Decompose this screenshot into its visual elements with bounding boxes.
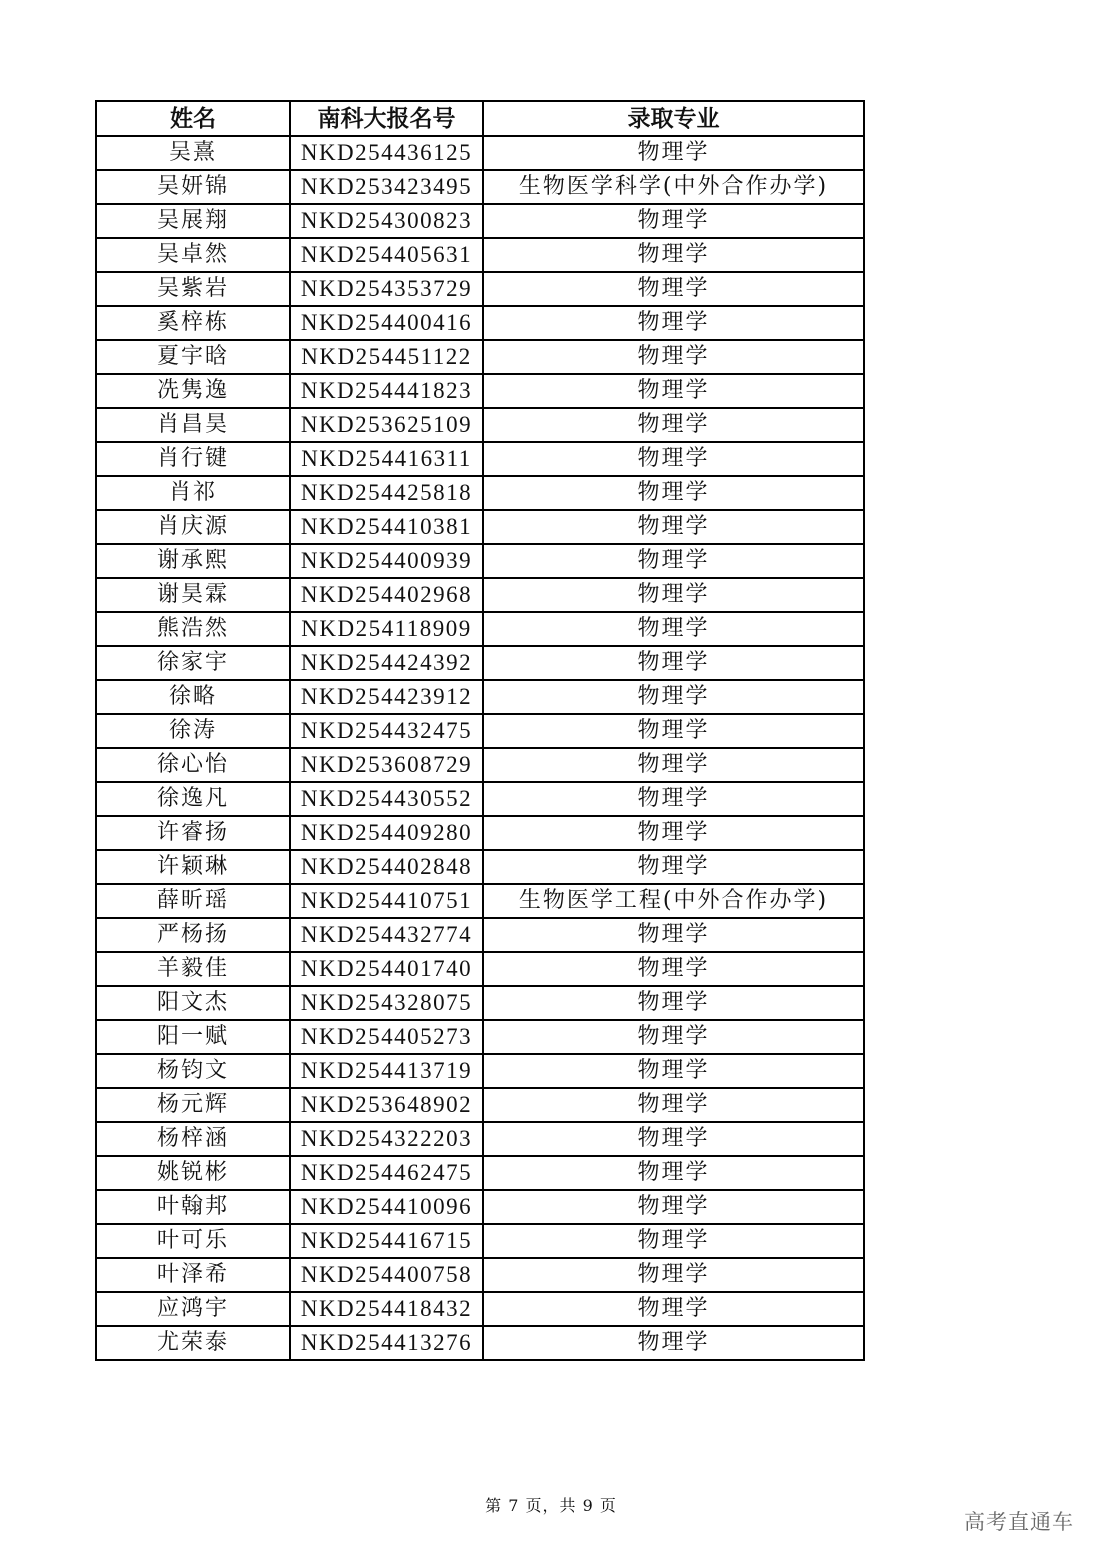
major-cell: 生物医学科学(中外合作办学) [483,170,864,204]
major-cell: 物理学 [483,612,864,646]
registration-id-cell: NKD254413276 [290,1326,483,1360]
table-row [96,136,864,170]
registration-id-cell: NKD254425818 [290,476,483,510]
table-row [96,170,864,204]
registration-id-cell: NKD254416311 [290,442,483,476]
header-name: 姓名 [96,101,290,136]
major-cell: 物理学 [483,1156,864,1190]
table-row [96,680,864,714]
table-row [96,1122,864,1156]
name-cell: 吴妍锦 [96,170,290,204]
table-body [96,136,864,1360]
registration-id-cell: NKD254430552 [290,782,483,816]
table-row [96,408,864,442]
major-cell: 物理学 [483,918,864,952]
registration-id-cell: NKD254462475 [290,1156,483,1190]
registration-id-cell: NKD254413719 [290,1054,483,1088]
name-cell: 谢昊霖 [96,578,290,612]
name-cell: 吴熹 [96,136,290,170]
registration-id-cell: NKD254416715 [290,1224,483,1258]
name-cell: 阳一赋 [96,1020,290,1054]
major-cell: 物理学 [483,748,864,782]
table-row [96,952,864,986]
registration-id-cell: NKD254405273 [290,1020,483,1054]
major-cell: 物理学 [483,680,864,714]
table-row [96,1326,864,1360]
table-row [96,816,864,850]
name-cell: 徐家宇 [96,646,290,680]
name-cell: 徐心怡 [96,748,290,782]
registration-id-cell: NKD254402968 [290,578,483,612]
name-cell: 尤荣泰 [96,1326,290,1360]
major-cell: 物理学 [483,374,864,408]
table-row [96,306,864,340]
major-cell: 物理学 [483,1224,864,1258]
name-cell: 叶翰邦 [96,1190,290,1224]
registration-id-cell: NKD254322203 [290,1122,483,1156]
major-cell: 物理学 [483,442,864,476]
major-cell: 物理学 [483,952,864,986]
registration-id-cell: NKD254410381 [290,510,483,544]
registration-id-cell: NKD254432475 [290,714,483,748]
registration-id-cell: NKD253625109 [290,408,483,442]
major-cell: 物理学 [483,544,864,578]
registration-id-cell: NKD254410096 [290,1190,483,1224]
registration-id-cell: NKD254410751 [290,884,483,918]
registration-id-cell: NKD254418432 [290,1292,483,1326]
major-cell: 物理学 [483,850,864,884]
name-cell: 徐逸凡 [96,782,290,816]
table-row [96,1258,864,1292]
major-cell: 物理学 [483,476,864,510]
major-cell: 物理学 [483,1292,864,1326]
table-row [96,374,864,408]
name-cell: 应鸿宇 [96,1292,290,1326]
name-cell: 姚锐彬 [96,1156,290,1190]
major-cell: 物理学 [483,1326,864,1360]
registration-id-cell: NKD254436125 [290,136,483,170]
registration-id-cell: NKD254432774 [290,918,483,952]
registration-id-cell: NKD254118909 [290,612,483,646]
table-row [96,1020,864,1054]
major-cell: 物理学 [483,986,864,1020]
table-row [96,748,864,782]
name-cell: 阳文杰 [96,986,290,1020]
registration-id-cell: NKD253423495 [290,170,483,204]
registration-id-cell: NKD254441823 [290,374,483,408]
page-number: 第 7 页，共 9 页 [485,1496,617,1515]
table-row [96,544,864,578]
table-row [96,442,864,476]
registration-id-cell: NKD254400758 [290,1258,483,1292]
registration-id-cell: NKD254409280 [290,816,483,850]
registration-id-cell: NKD254405631 [290,238,483,272]
major-cell: 物理学 [483,204,864,238]
major-cell: 生物医学工程(中外合作办学) [483,884,864,918]
major-cell: 物理学 [483,1122,864,1156]
registration-id-cell: NKD254401740 [290,952,483,986]
name-cell: 叶泽希 [96,1258,290,1292]
name-cell: 熊浩然 [96,612,290,646]
table-row [96,340,864,374]
name-cell: 肖庆源 [96,510,290,544]
registration-id-cell: NKD254423912 [290,680,483,714]
table-row [96,646,864,680]
table-row [96,1190,864,1224]
name-cell: 谢承熙 [96,544,290,578]
name-cell: 薛昕瑶 [96,884,290,918]
name-cell: 吴卓然 [96,238,290,272]
table-row [96,578,864,612]
header-major: 录取专业 [483,101,864,136]
table-row [96,272,864,306]
name-cell: 许颖琳 [96,850,290,884]
major-cell: 物理学 [483,306,864,340]
major-cell: 物理学 [483,1258,864,1292]
major-cell: 物理学 [483,1054,864,1088]
registration-id-cell: NKD254328075 [290,986,483,1020]
name-cell: 吴紫岩 [96,272,290,306]
name-cell: 杨梓涵 [96,1122,290,1156]
name-cell: 吴展翔 [96,204,290,238]
table-row [96,1156,864,1190]
name-cell: 徐略 [96,680,290,714]
registration-id-cell: NKD254400416 [290,306,483,340]
name-cell: 叶可乐 [96,1224,290,1258]
registration-id-cell: NKD254400939 [290,544,483,578]
table-row [96,510,864,544]
table-row [96,986,864,1020]
name-cell: 冼隽逸 [96,374,290,408]
name-cell: 奚梓栋 [96,306,290,340]
major-cell: 物理学 [483,510,864,544]
table-row [96,1054,864,1088]
major-cell: 物理学 [483,782,864,816]
name-cell: 肖昌昊 [96,408,290,442]
major-cell: 物理学 [483,408,864,442]
registration-id-cell: NKD254353729 [290,272,483,306]
major-cell: 物理学 [483,340,864,374]
registration-id-cell: NKD253608729 [290,748,483,782]
name-cell: 夏宇晗 [96,340,290,374]
table-row [96,850,864,884]
name-cell: 羊毅佳 [96,952,290,986]
table-row [96,1224,864,1258]
table-row [96,1292,864,1326]
name-cell: 杨钧文 [96,1054,290,1088]
watermark-text: 高考直通车 [964,1510,1074,1534]
table-row [96,238,864,272]
registration-id-cell: NKD254424392 [290,646,483,680]
name-cell: 杨元辉 [96,1088,290,1122]
registration-id-cell: NKD253648902 [290,1088,483,1122]
major-cell: 物理学 [483,1190,864,1224]
major-cell: 物理学 [483,1088,864,1122]
table-row [96,476,864,510]
major-cell: 物理学 [483,1020,864,1054]
table-header-row [96,101,864,136]
name-cell: 肖祁 [96,476,290,510]
name-cell: 肖行键 [96,442,290,476]
major-cell: 物理学 [483,816,864,850]
name-cell: 严杨扬 [96,918,290,952]
major-cell: 物理学 [483,272,864,306]
major-cell: 物理学 [483,238,864,272]
table-row [96,918,864,952]
registration-id-cell: NKD254300823 [290,204,483,238]
major-cell: 物理学 [483,714,864,748]
table-row [96,204,864,238]
table-row [96,884,864,918]
name-cell: 徐涛 [96,714,290,748]
table-row [96,714,864,748]
registration-id-cell: NKD254451122 [290,340,483,374]
name-cell: 许睿扬 [96,816,290,850]
admission-table [95,100,865,1361]
header-registration-id: 南科大报名号 [290,101,483,136]
major-cell: 物理学 [483,646,864,680]
major-cell: 物理学 [483,136,864,170]
table-row [96,612,864,646]
table-row [96,1088,864,1122]
table-row [96,782,864,816]
major-cell: 物理学 [483,578,864,612]
registration-id-cell: NKD254402848 [290,850,483,884]
